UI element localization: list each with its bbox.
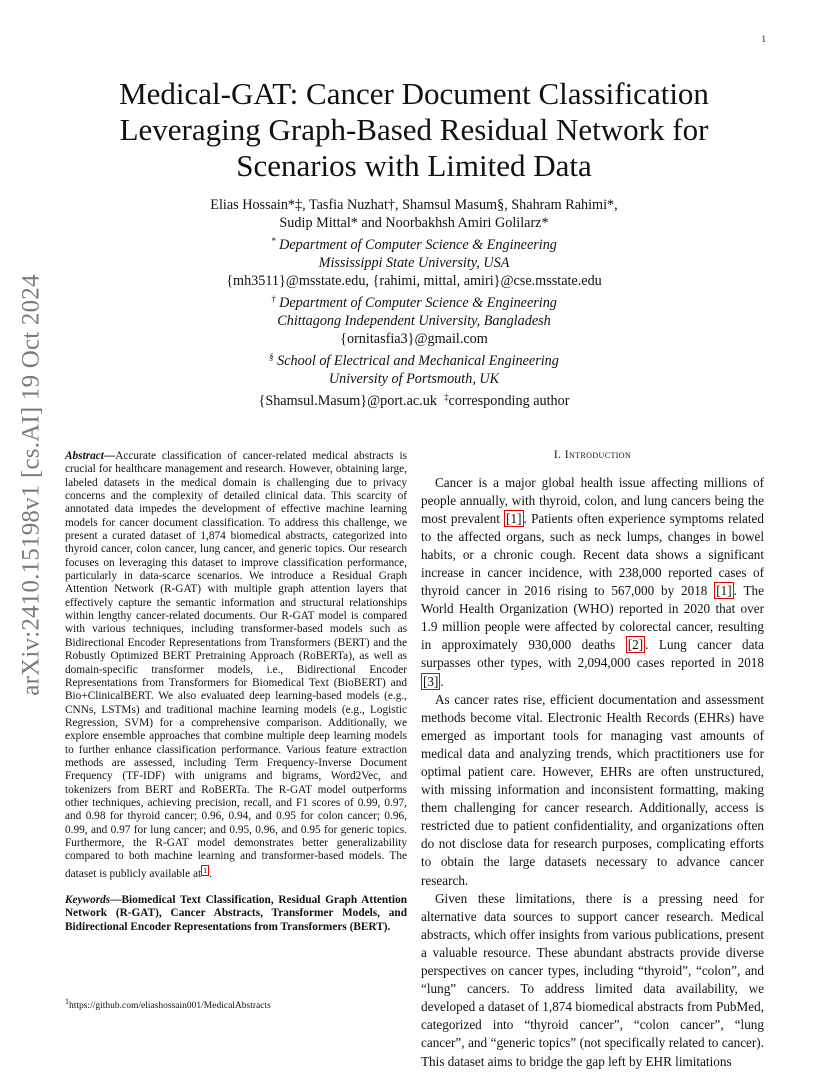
affiliation-institution: Mississippi State University, USA [318,255,510,271]
arxiv-identifier-stamp [8,274,56,696]
citation-link[interactable]: [2] [627,637,644,653]
affiliation-email: {mh3511}@msstate.edu, {rahimi, mittal, amiri}@cse.msstate.edu [226,273,602,289]
title-line: Leveraging Graph-Based Residual Network for [119,112,709,147]
keywords-label: Keywords [65,894,111,906]
section-heading [421,448,764,461]
affiliation-dept: † Department of Computer Science & Engineering [271,294,557,311]
affiliation-mark: * [271,236,276,246]
affiliation-mark: § [269,352,274,362]
citation-link[interactable]: [3] [423,673,439,689]
title-block [60,76,768,184]
section-number: I. [553,448,562,461]
title-line: Medical-GAT: Cancer Document Classification [119,76,709,111]
author-list-line: Sudip Mittal* and Noorbakhsh Amiri Golilarz* [279,215,549,231]
footnote [65,996,271,1012]
keywords-text: Biomedical Text Classification, Residual Graph Attention Network (R-GAT), Cancer Abstracts, Transformer Models, and Bidirectional Encoder Representations from Transformers (BERT). [65,894,407,933]
page-number: 1 [761,34,766,44]
affiliation-dept: § School of Electrical and Mechanical Engineering [269,352,559,369]
paper-title [60,76,768,184]
corresponding-author-note: corresponding author [448,393,570,409]
affiliation-email: {Shamsul.Masum}@port.ac.uk [258,393,437,409]
author-list-line: Elias Hossain*‡, Tasfia Nuzhat†, Shamsul Masum§, Shahram Rahimi*, [210,197,618,213]
citation-link[interactable]: [1] [506,511,522,527]
footnote-url[interactable]: https://github.com/eliashossain001/MedicalAbstracts [68,1001,271,1012]
corresponding-mark: ‡ [444,392,449,402]
affiliation-email: {ornitasfia3}@gmail.com [340,331,488,347]
left-column [65,450,407,934]
author-block [60,196,768,410]
right-column [421,448,764,1071]
title-line: Scenarios with Limited Data [236,148,592,183]
affiliation-dept: * Department of Computer Science & Engineering [271,236,557,253]
abstract: Abstract—Accurate classification of cancer-related medical abstracts is crucial for healthcare management and research. However, obtaining large, labeled datasets in the medical domain is challenging due to privacy concerns and the complexity of detailed clinical data. This scarcity of annotated data impedes the development of effective machine learning models for cancer document classification. To address this challenge, we present a curated dataset of 1,874 biomedical abstracts, categorized into thyroid cancer, colon cancer, lung cancer, and generic topics. Our research focuses on leveraging this dataset to improve classification performance, particularly in data-scarce scenarios. We introduce a Residual Graph Attention Network (R-GAT) with multiple graph attention layers that effectively capture the semantic information and structural relationships within lengthy cancer-related documents. Our R-GAT model is compared with various techniques, including transformer-based models such as Bidirectional Encoder Representations from Transformers (BERT) and the Robustly Optimized BERT Pretraining Approach (RoBERTa), as well as domain-specific transformer models, i.e., Bidirectional Encoder Representations from Transformers for Biomedical Text (BioBERT) and Bio+ClinicalBERT. We also evaluated deep learning-based models (e.g., CNNs, LSTMs) and traditional machine learning models (e.g., Logistic Regression, SVM) for a comprehensive comparison. Additionally, we explore ensemble approaches that combine multiple deep learning models to further enhance classification performance. Various feature extraction methods are assessed, including Term Frequency-Inverse Document Frequency (TF-IDF) with unigrams and bigrams, Word2Vec, and tokenizers from BERT and RoBERTa. The R-GAT model outperforms other techniques, achieving precision, recall, and F1 scores of 0.99, 0.97, and 0.98 for thyroid cancer; 0.96, 0.94, and 0.95 for colon cancer; 0.96, 0.99, and 0.97 for lung cancer; and 0.95, 0.96, and 0.95 for generic topics. Furthermore, the R-GAT model demonstrates better generalizability compared to both machine learning and transformer-based models. The dataset is publicly available at $^1$ . [65,450,407,880]
citation-link[interactable]: [1] [716,583,732,599]
section-title: Introduction [564,448,632,461]
intro-paragraph: Given these limitations, there is a pressing need for alternative data sources to support cancer research. Medical abstracts, which offer insights from various publications, present a valuable resource. These abundant abstracts provide diverse perspectives on cancer types, including “thyroid”, “colon”, and “lung” cancers. To address limited data availability, we developed a dataset of 1,874 biomedical abstracts from PubMed, categorized into “thyroid cancer”, “colon cancer”, “lung cancer”, and “generic topics” (not specifically related to cancer). This dataset aims to bridge the gap left by EHR limitations [421,891,764,1069]
abstract-label: Abstract [65,450,104,462]
intro-paragraph: Cancer is a major global health issue affecting millions of people annually, with thyroid, colon, and lung cancers being the most prevalent [1] . Patients often experience symptoms related to the affected organs, such as neck lumps, changes in bowel habits, or a chronic cough. Recent data shows a significant increase in cancer incidence, with 238,000 reported cases of thyroid cancer in 2016 rising to 567,000 by 2018 [1] . The World Health Organization (WHO) reported in 2020 that over 1.9 million people were affected by colorectal cancer, resulting in approximately 930,000 deaths [2] . Lung cancer data surpasses other types, with 2,094,000 cases reported in 2018 [3] . [421,475,765,689]
affiliation-mark: † [271,294,276,304]
footnote-mark: 1 [65,997,69,1006]
affiliation-email-line [60,388,768,410]
affiliation-institution: Chittagong Independent University, Bangladesh [277,313,551,329]
footnote-link[interactable]: 1 [203,865,208,875]
abstract-text: Accurate classification of cancer-related medical abstracts is crucial for healthcare management and research. However, obtaining large, labeled datasets in the medical domain is challenging due to privacy concerns and the complexity of detailed clinical data. This scarcity of annotated data impedes the development of effective machine learning models for cancer document classification. To address this challenge, we present a curated dataset of 1,874 biomedical abstracts, categorized into thyroid cancer, colon cancer, lung cancer, and generic topics. Our research focuses on leveraging this dataset to improve classification performance, particularly in data-scarce scenarios. We introduce a Residual Graph Attention Network (R-GAT) with multiple graph attention layers that effectively capture the semantic information and structural relationships within lengthy cancer-related documents. Our R-GAT model is compared with various techniques, including transformer-based models such as Bidirectional Encoder Representations from Transformers (BERT) and the Robustly Optimized BERT Pretraining Approach (RoBERTa), as well as domain-specific transformer models, i.e., Bidirectional Encoder Representations from Transformers for Biomedical Text (BioBERT) and Bio+ClinicalBERT. We also evaluated deep learning-based models (e.g., CNNs, LSTMs) and traditional machine learning models (e.g., Logistic Regression, SVM) for a comprehensive comparison. Additionally, we explore ensemble approaches that combine multiple deep learning models to further enhance classification performance. Various feature extraction methods are assessed, including Term Frequency-Inverse Document Frequency (TF-IDF) with unigrams and bigrams, Word2Vec, and tokenizers from BERT and RoBERTa. The R-GAT model outperforms other techniques, achieving precision, recall, and F1 scores of 0.99, 0.97, and 0.98 for thyroid cancer; 0.96, 0.94, and 0.95 for colon cancer; 0.96, 0.99, and 0.97 for lung cancer; and 0.95, 0.96, and 0.95 for generic topics. Furthermore, the R-GAT model demonstrates better generalizability compared to both machine learning and transformer-based models. The dataset is publicly available at [65,450,407,880]
keywords: Keywords—Biomedical Text Classification, Residual Graph Attention Network (R-GAT), Cancer Abstracts, Transformer Models, and Bidirectional Encoder Representations from Transformers (BERT). [65,894,407,933]
intro-paragraph: As cancer rates rise, efficient documentation and assessment methods become vital. Electronic Health Records (EHRs) have emerged as important tools for managing vast amounts of medical data and analyzing trends, which practitioners use for optimal patient care. However, EHRs are often unstructured, with missing information and inconsistent formatting, making them challenging for cancer research. Additionally, access is restricted due to patient confidentiality, and organizations often do not disclose data for research purposes, complicating efforts to obtain the large datasets necessary to advance cancer research. [421,692,764,888]
arxiv-id-text: arXiv:2410.15198v1 [cs.AI] 19 Oct 2024 [18,274,46,696]
affiliation-institution: University of Portsmouth, UK [328,371,500,387]
